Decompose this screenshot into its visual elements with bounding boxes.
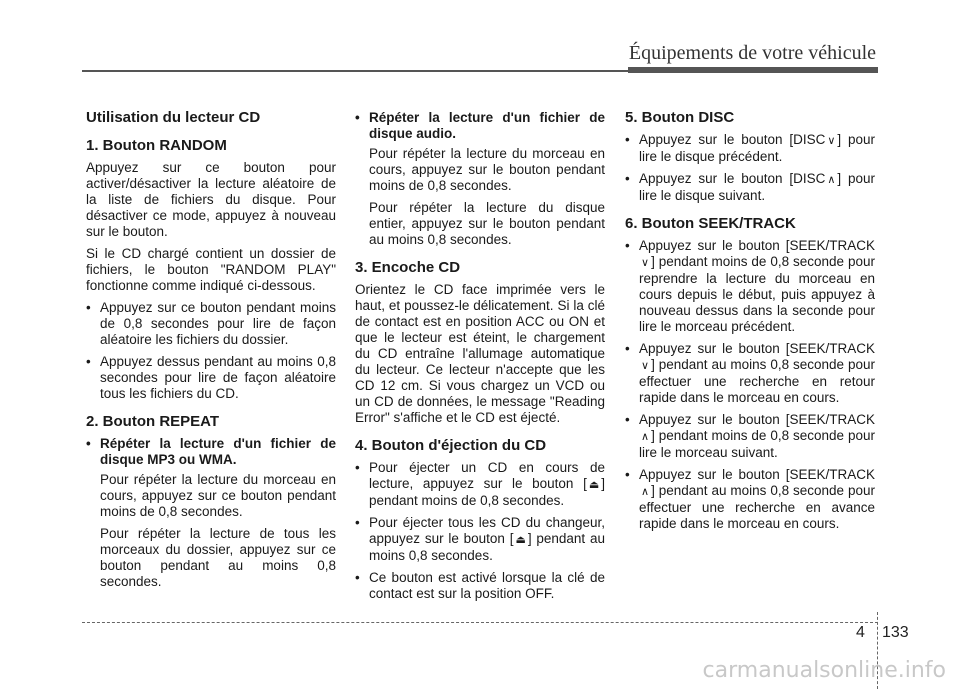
seek-heading: 6. Bouton SEEK/TRACK bbox=[625, 215, 796, 232]
disc-list bbox=[625, 132, 875, 204]
random-paragraph-2: Si le CD chargé contient un dossier de fichiers, le bouton "RANDOM PLAY" fonctionne comme indiqué ci-dessous. bbox=[86, 246, 336, 293]
list-item bbox=[625, 238, 875, 335]
page-number: 133 bbox=[882, 624, 909, 641]
list-item bbox=[625, 467, 875, 532]
list-item bbox=[625, 341, 875, 406]
repeat-paragraph-1: Pour répéter la lecture du morceau en cours, appuyez sur ce bouton pendant moins de 0,8 secondes. bbox=[100, 472, 336, 519]
watermark: carmanualsonline.info bbox=[702, 658, 946, 683]
seek-text-post: ] pendant moins de 0,8 seconde pour lire le morceau suivant. bbox=[639, 428, 875, 460]
chapter-number: 4 bbox=[856, 624, 865, 641]
eject-text-pre: Pour éjecter un CD en cours de lecture, appuyez sur le bouton [ bbox=[369, 460, 605, 491]
audio-list bbox=[355, 110, 605, 142]
list-item: • Répéter la lecture d'un fichier de disque audio. bbox=[355, 110, 605, 142]
chevron-up-icon: ∧ bbox=[641, 486, 650, 498]
repeat-list bbox=[86, 436, 336, 468]
list-item bbox=[625, 132, 875, 165]
list-item bbox=[355, 515, 605, 564]
seek-text-pre: Appuyez sur le bouton [SEEK/TRACK bbox=[639, 412, 875, 427]
seek-text-pre: Appuyez sur le bouton [SEEK/TRACK bbox=[639, 238, 875, 253]
eject-text-pre: Pour éjecter tous les CD du changeur, appuyez sur le bouton [ bbox=[369, 515, 605, 546]
eject-list bbox=[355, 460, 605, 602]
repeat-paragraph-2: Pour répéter la lecture de tous les morceaux du dossier, appuyez sur ce bouton pendant au moins 0,8 secondes. bbox=[100, 526, 336, 589]
seek-text-pre: Appuyez sur le bouton [SEEK/TRACK bbox=[639, 467, 875, 482]
column-1 bbox=[86, 110, 336, 596]
list-item bbox=[355, 460, 605, 509]
audio-paragraph-1: Pour répéter la lecture du morceau en cours, appuyez sur le bouton pendant moins de 0,8 secondes. bbox=[369, 146, 605, 193]
eject-heading: 4. Bouton d'éjection du CD bbox=[355, 437, 547, 454]
disc-text-pre: Appuyez sur le bouton [DISC bbox=[639, 171, 826, 186]
disc-text-post: ] pour lire le disque précédent. bbox=[639, 132, 875, 164]
random-paragraph-1: Appuyez sur ce bouton pour activer/désactiver la lecture aléatoire de la liste de fichiers du disque. Pour désactiver ce mode, appuyez à nouveau sur le bouton. bbox=[86, 160, 336, 239]
page-header-title: Équipements de votre véhicule bbox=[628, 42, 876, 64]
seek-list bbox=[625, 238, 875, 532]
chevron-down-icon: ∨ bbox=[641, 257, 650, 269]
list-item: • Appuyez dessus pendant au moins 0,8 secondes pour lire de façon aléatoire tous les fichiers du CD. bbox=[86, 354, 336, 402]
chevron-up-icon: ∧ bbox=[641, 431, 650, 443]
audio-paragraph-2: Pour répéter la lecture du disque entier, appuyez sur le bouton pendant au moins 0,8 secondes. bbox=[369, 200, 605, 247]
seek-text-pre: Appuyez sur le bouton [SEEK/TRACK bbox=[639, 341, 875, 356]
eject-icon: ⏏ bbox=[515, 534, 526, 546]
footer-rule bbox=[82, 622, 878, 623]
seek-text-post: ] pendant au moins 0,8 seconde pour effectuer une recherche en retour rapide dans le morceau en cours. bbox=[639, 357, 875, 405]
list-item: • Répéter la lecture d'un fichier de disque MP3 ou WMA. bbox=[86, 436, 336, 468]
list-item bbox=[625, 171, 875, 204]
cd-slot-paragraph: Orientez le CD face imprimée vers le haut, et poussez-le délicatement. Si la clé de contact est en position ACC ou ON et que le lecteur est éteint, le chargement du CD entraîne l'allumage automatique du lecteur. Ce lecteur n'accepte que les CD 12 cm. Si vous chargez un VCD ou un CD de données, le message "Reading Error" s'affiche et le CD est éjecté. bbox=[355, 282, 605, 425]
chevron-down-icon: ∨ bbox=[827, 135, 836, 147]
column-2 bbox=[355, 110, 605, 608]
chevron-down-icon: ∨ bbox=[641, 360, 650, 372]
disc-text-post: ] pour lire le disque suivant. bbox=[639, 171, 875, 203]
chevron-up-icon: ∧ bbox=[827, 174, 836, 186]
eject-text-post: ] pendant au moins 0,8 secondes. bbox=[369, 531, 605, 563]
random-list bbox=[86, 300, 336, 402]
cd-slot-heading: 3. Encoche CD bbox=[355, 259, 461, 276]
disc-heading: 5. Bouton DISC bbox=[625, 109, 735, 126]
random-heading: 1. Bouton RANDOM bbox=[86, 137, 227, 154]
list-item bbox=[625, 412, 875, 461]
header-bar bbox=[628, 67, 878, 73]
eject-text-post: ] pendant moins de 0,8 secondes. bbox=[369, 476, 605, 508]
section-title: Utilisation du lecteur CD bbox=[86, 109, 261, 126]
seek-text-post: ] pendant au moins 0,8 seconde pour effectuer une recherche en avance rapide dans le morceau en cours. bbox=[639, 483, 875, 531]
seek-text-post: ] pendant moins de 0,8 seconde pour reprendre la lecture du morceau en cours depuis le début, puis appuyez à nouveau dessus dans la seconde pour lire le morceau précédent. bbox=[639, 254, 875, 334]
list-item: • Appuyez sur ce bouton pendant moins de 0,8 secondes pour lire de façon aléatoire les fichiers du dossier. bbox=[86, 300, 336, 348]
repeat-heading: 2. Bouton REPEAT bbox=[86, 413, 220, 430]
column-3 bbox=[625, 110, 875, 538]
eject-icon: ⏏ bbox=[588, 479, 600, 491]
disc-text-pre: Appuyez sur le bouton [DISC bbox=[639, 132, 826, 147]
list-item: • Ce bouton est activé lorsque la clé de contact est sur la position OFF. bbox=[355, 570, 605, 602]
